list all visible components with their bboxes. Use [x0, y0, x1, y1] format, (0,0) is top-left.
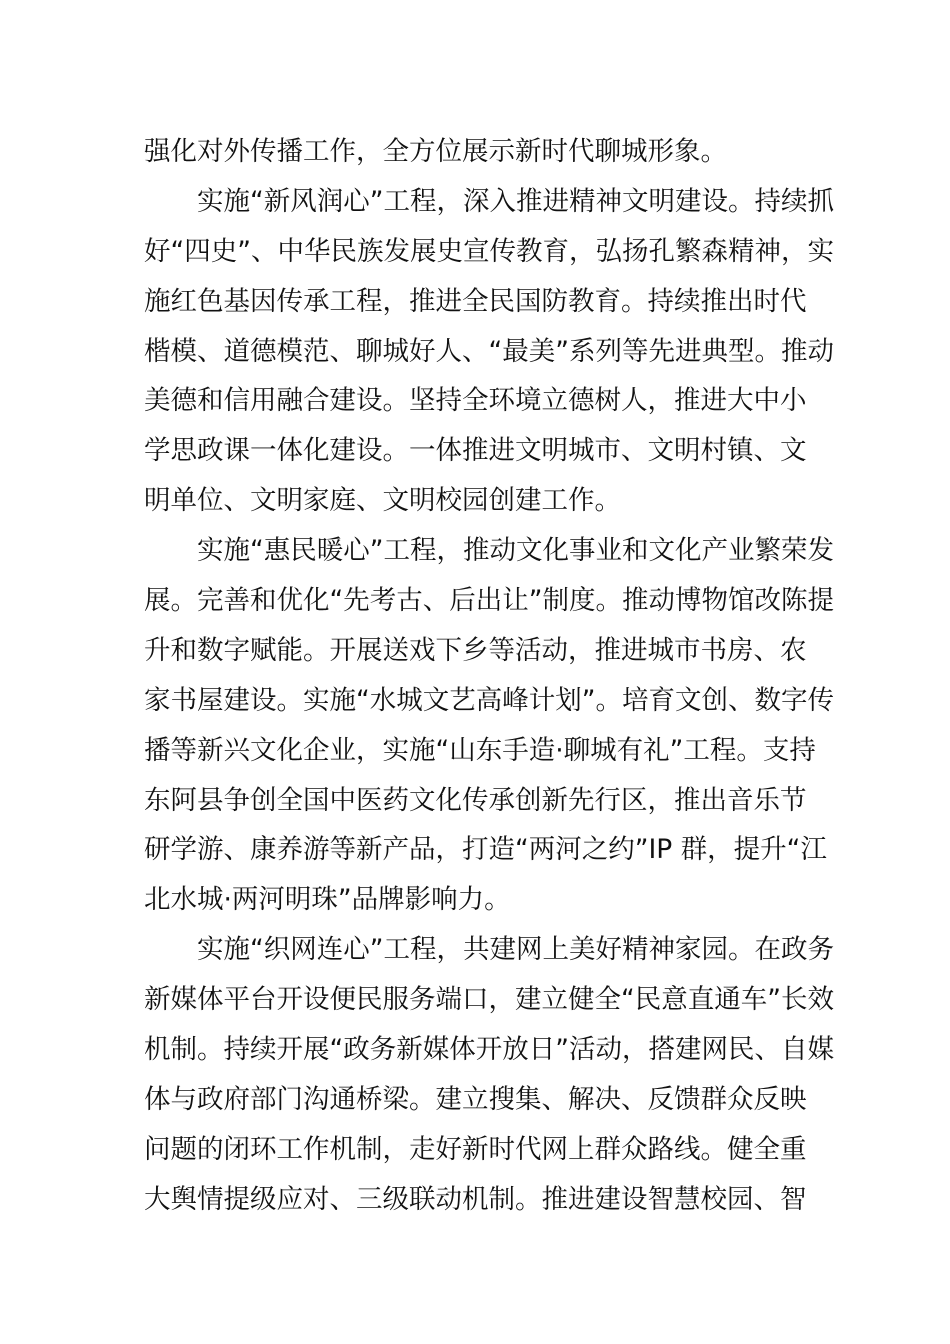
text-line: 机制。持续开展“政务新媒体开放日”活动，搭建网民、自媒 [144, 1034, 834, 1066]
text-line: 新媒体平台开设便民服务端口，建立健全“民意直通车”长效 [144, 984, 834, 1016]
text-line: 大舆情提级应对、三级联动机制。推进建设智慧校园、智 [144, 1183, 807, 1215]
text-line: 问题的闭环工作机制，走好新时代网上群众路线。健全重 [144, 1133, 807, 1165]
text-line: 强化对外传播工作，全方位展示新时代聊城形象。 [144, 136, 727, 167]
text-line: 美德和信用融合建设。坚持全环境立德树人，推进大中小 [144, 385, 807, 417]
text-line: 好“四史”、中华民族发展史宣传教育，弘扬孔繁森精神，实 [144, 235, 834, 267]
text-line: 实施“惠民暖心”工程，推动文化事业和文化产业繁荣发 [197, 535, 834, 567]
text-line: 北水城·两河明珠”品牌影响力。 [144, 884, 511, 916]
text-line: 展。完善和优化“先考古、后出让”制度。推动博物馆改陈提 [144, 585, 834, 617]
text-line: 升和数字赋能。开展送戏下乡等活动，推进城市书房、农 [144, 634, 807, 666]
text-line: 体与政府部门沟通桥梁。建立搜集、解决、反馈群众反映 [144, 1083, 807, 1115]
text-line: 研学游、康养游等新产品，打造“两河之约”IP 群，提升“江 [144, 834, 827, 866]
paragraph-3 [144, 526, 834, 925]
paragraph-4 [144, 925, 834, 1224]
text-line: 家书屋建设。实施“水城文艺高峰计划”。培育文创、数字传 [144, 684, 834, 716]
body-text [144, 127, 834, 1225]
text-line: 学思政课一体化建设。一体推进文明城市、文明村镇、文 [144, 435, 807, 467]
paragraph-2 [144, 177, 834, 526]
text-line: 明单位、文明家庭、文明校园创建工作。 [144, 485, 621, 517]
text-line: 实施“新风润心”工程，深入推进精神文明建设。持续抓 [197, 185, 834, 217]
text-line: 楷模、道德模范、聊城好人、“最美”系列等先进典型。推动 [144, 335, 834, 367]
text-line: 东阿县争创全国中医药文化传承创新先行区，推出音乐节 [144, 784, 807, 816]
text-line: 施红色基因传承工程，推进全民国防教育。持续推出时代 [144, 285, 807, 317]
text-line: 实施“织网连心”工程，共建网上美好精神家园。在政务 [197, 934, 834, 966]
paragraph-1 [144, 127, 806, 177]
text-line: 播等新兴文化企业，实施“山东手造·聊城有礼”工程。支持 [144, 734, 816, 766]
